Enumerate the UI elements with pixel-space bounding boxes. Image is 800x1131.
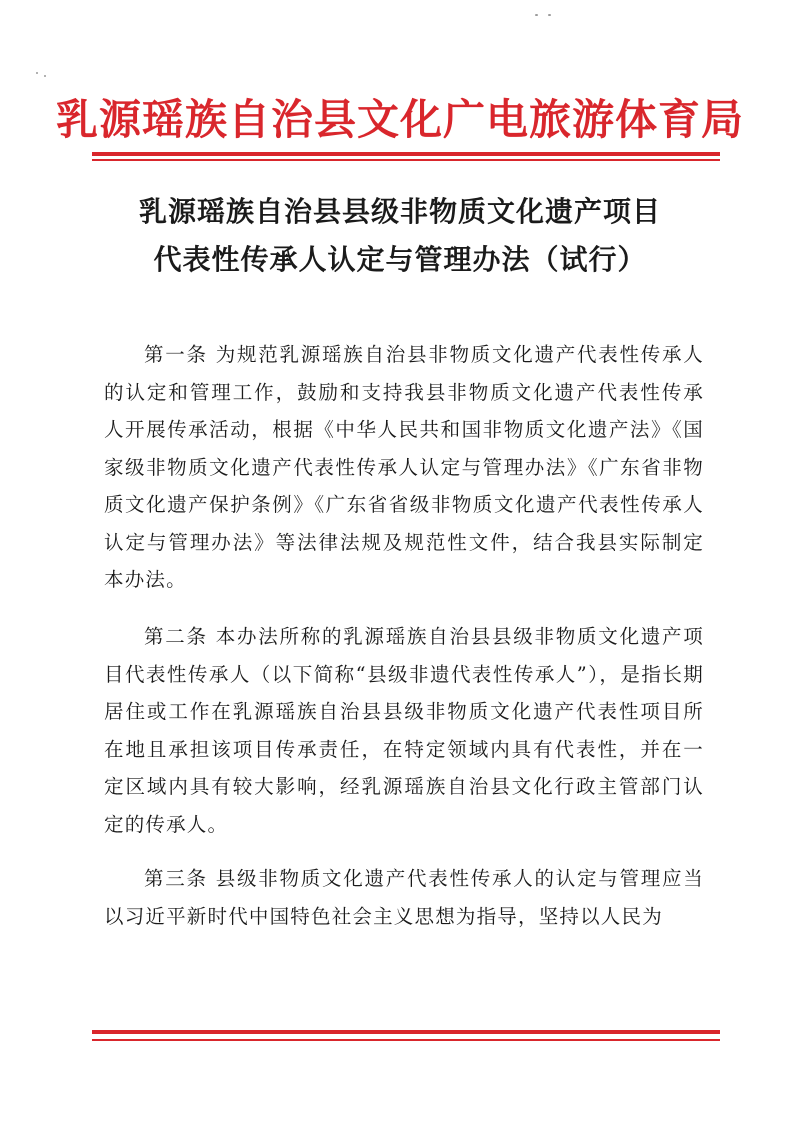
- document-title-line-2: 代表性传承人认定与管理办法（试行）: [153, 243, 647, 276]
- header-red-rule-thin: [92, 159, 720, 161]
- article-3-paragraph: 第三条 县级非物质文化遗产代表性传承人的认定与管理应当以习近平新时代中国特色社会主义思想为指导，坚持以人民为: [104, 867, 704, 928]
- scan-speck: [36, 72, 38, 74]
- scan-speck: [535, 14, 538, 16]
- document-title-line-1: 乳源瑶族自治县县级非物质文化遗产项目: [138, 195, 661, 228]
- issuing-authority-header: 乳源瑶族自治县文化广电旅游体育局: [55, 95, 744, 144]
- footer-red-rule-thick: [92, 1030, 720, 1034]
- scan-speck: [548, 14, 551, 16]
- scan-speck: [44, 75, 46, 77]
- header-red-rule-thick: [92, 152, 720, 156]
- footer-red-rule-thin: [92, 1039, 720, 1041]
- article-2-paragraph: 第二条 本办法所称的乳源瑶族自治县县级非物质文化遗产项目代表性传承人（以下简称“县级非遗代表性传承人”），是指长期居住或工作在乳源瑶族自治县县级非物质文化遗产代表性项目所在地且承担该项目传承责任，在特定领域内具有代表性，并在一定区域内具有较大影响，经乳源瑶族自治县文化行政主管部门认定的传承人。: [104, 625, 704, 836]
- article-1-paragraph: 第一条 为规范乳源瑶族自治县非物质文化遗产代表性传承人的认定和管理工作，鼓励和支持我县非物质文化遗产代表性传承人开展传承活动，根据《中华人民共和国非物质文化遗产法》《国家级非物质文化遗产代表性传承人认定与管理办法》《广东省非物质文化遗产保护条例》《广东省省级非物质文化遗产代表性传承人认定与管理办法》等法律法规及规范性文件，结合我县实际制定本办法。: [104, 343, 704, 591]
